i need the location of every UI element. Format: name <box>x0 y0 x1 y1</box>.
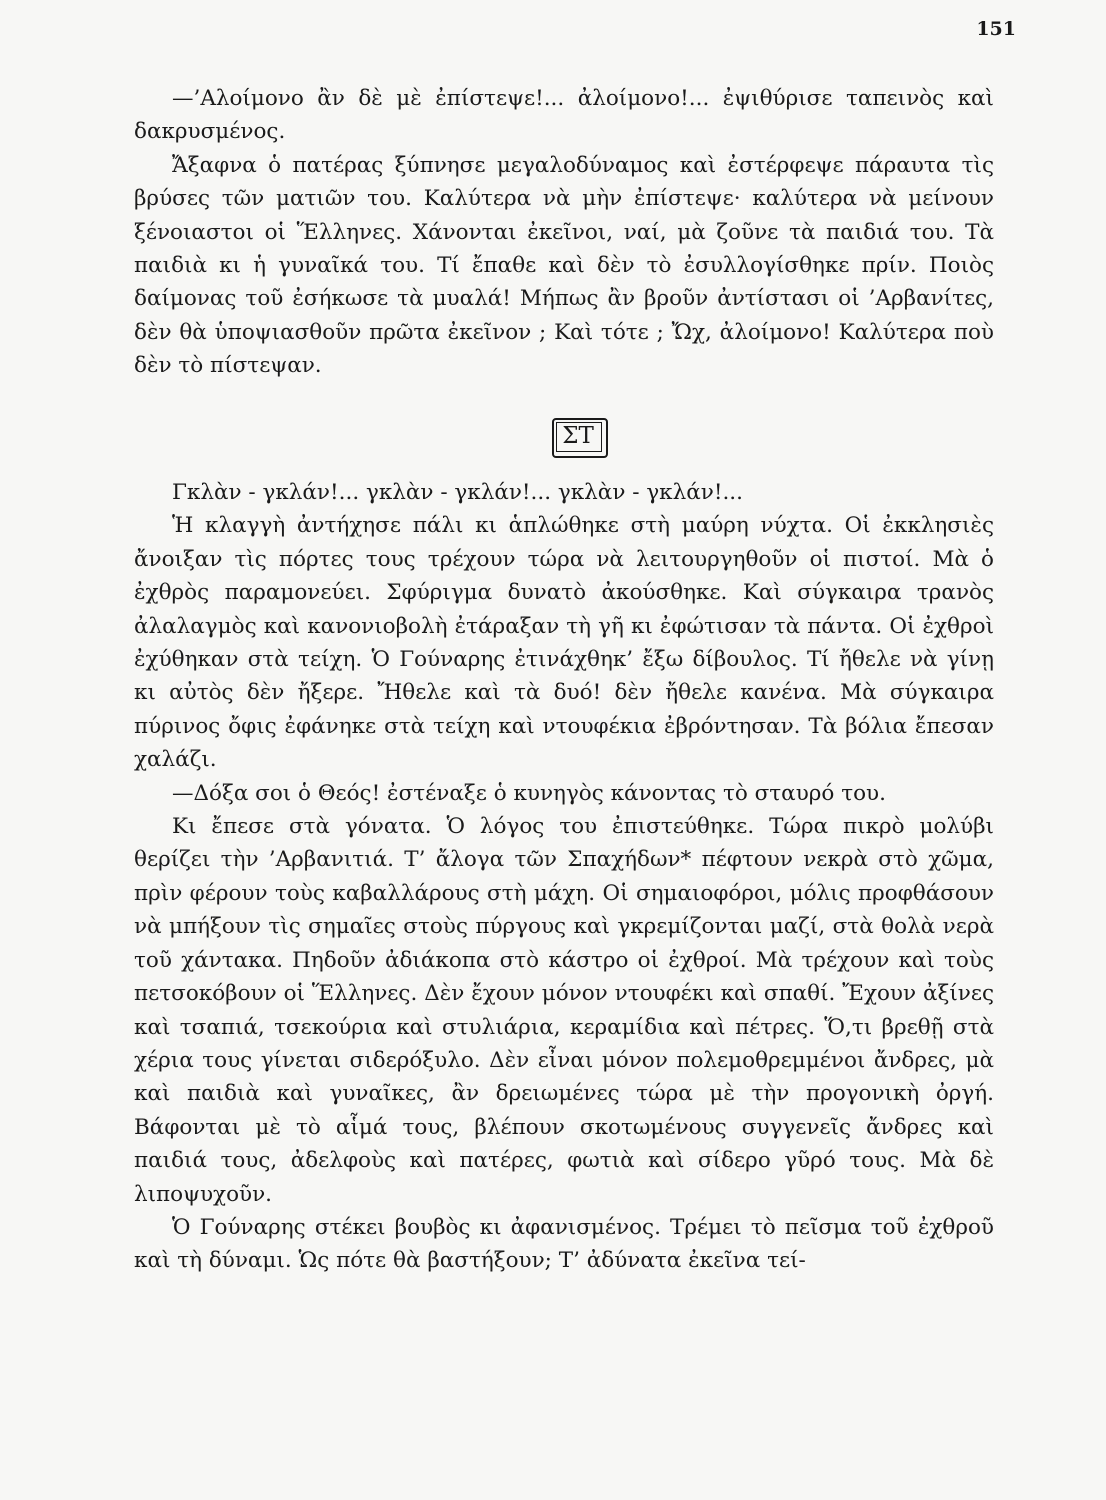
page-number: 151 <box>976 18 1016 40</box>
text-block-part-two <box>134 476 994 1278</box>
text-block-part-one <box>134 82 994 383</box>
paragraph: Γκλὰν - γκλάν!... γκλὰν - γκλάν!... γκλὰν - γκλάν!... <box>172 480 743 505</box>
section-heading-mark <box>548 414 610 458</box>
paragraph: —Δόξα σοι ὁ Θεός! ἐστέναξε ὁ κυνηγὸς κάνοντας τὸ σταυρό του. <box>172 780 886 806</box>
paragraph: Ἄξαφνα ὁ πατέρας ξύπνησε μεγαλοδύναμος καὶ ἐστέρφεψε πάραυτα τὶς βρύσες τῶν ματιῶν του. Καλύτερα νὰ μὴν ἐπίστεψε· καλύτερα νὰ μείνουν ξένοιαστοι οἱ Ἕλληνες. Χάνονται ἐκεῖνοι, ναί, μὰ ζοῦνε τὰ παιδιά του. Τὰ παιδιὰ κι ἡ γυναῖκά του. Τί ἔπαθε καὶ δὲν τὸ ἐσυλλογίσθηκε πρίν. Ποιὸς δαίμονας τοῦ ἐσήκωσε τὰ μυαλά! Μήπως ἂν βροῦν ἀντίστασι οἱ ’Αρβανίτες, δὲν θὰ ὑποψιασθοῦν πρῶτα ἐκεῖνον ; Καὶ τότε ; Ὤχ, ἀλοίμονο! Καλύτερα ποὺ δὲν τὸ πίστεψαν. <box>134 152 994 379</box>
paragraph: —’Αλοίμονο ἂν δὲ μὲ ἐπίστεψε!... ἀλοίμονο!... ἐψιθύρισε ταπεινὸς καὶ δακρυσμένος. <box>134 86 994 145</box>
section-number: ΣΤ <box>562 423 594 449</box>
paragraph: Ἡ κλαγγὴ ἀντήχησε πάλι κι ἁπλώθηκε στὴ μαύρη νύχτα. Οἱ ἐκκλησιὲς ἄνοιξαν τὶς πόρτες τους τρέχουν τώρα νὰ λειτουργηθοῦν οἱ πιστοί. Μὰ ὁ ἐχθρὸς παραμονεύει. Σφύριγμα δυνατὸ ἀκούσθηκε. Καὶ σύγκαιρα τρανὸς ἀλαλαγμὸς καὶ κανονιοβολὴ ἐτάραξαν τὴ γῆ κι ἐφώτισαν τὰ πάντα. Οἱ ἐχθροὶ ἐχύθηκαν στὰ τείχη. Ὁ Γούναρης ἐτινάχθηκ’ ἔξω δίβουλος. Τί ἤθελε νὰ γίνῃ κι αὐτὸς δὲν ἤξερε. Ἤθελε καὶ τὰ δυό! δὲν ἤθελε κανένα. Μὰ σύγκαιρα πύρινος ὄφις ἐφάνηκε στὰ τείχη καὶ ντουφέκια ἐβρόντησαν. Τὰ βόλια ἔπεσαν χαλάζι. <box>134 513 994 773</box>
paragraph: Κι ἔπεσε στὰ γόνατα. Ὁ λόγος του ἐπιστεύθηκε. Τώρα πικρὸ μολύβι θερίζει τὴν ’Αρβανιτιά. Τ’ ἄλογα τῶν Σπαχήδων* πέφτουν νεκρὰ στὸ χῶμα, πρὶν φέρουν τοὺς καβαλλάρους στὴ μάχη. Οἱ σημαιοφόροι, μόλις προφθάσουν νὰ μπήξουν τὶς σημαῖες στοὺς πύργους καὶ γκρεμίζονται μαζί, στὰ θολὰ νερὰ τοῦ χάντακα. Πηδοῦν ἀδιάκοπα στὸ κάστρο οἱ ἐχθροί. Μὰ τρέχουν καὶ τοὺς πετσοκόβουν οἱ Ἕλληνες. Δὲν ἔχουν μόνον ντουφέκι καὶ σπαθί. Ἔχουν ἀξίνες καὶ τσαπιά, τσεκούρια καὶ στυλιάρια, κεραμίδια καὶ πέτρες. Ὅ,τι βρεθῇ στὰ χέρια τους γίνεται σιδερόξυλο. Δὲν εἶναι μόνον πολεμοθρεμμένοι ἄνδρες, μὰ καὶ παιδιὰ καὶ γυναῖκες, ἂν δρειωμένες τώρα μὲ τὴν προγονικὴ ὀργή. Βάφονται μὲ τὸ αἷμά τους, βλέπουν σκοτωμένους συγγενεῖς ἄνδρες καὶ παιδιά τους, ἀδελφοὺς καὶ πατέρες, φωτιὰ καὶ σίδερο γῦρό τους. Μὰ δὲ λιποψυχοῦν. <box>134 814 994 1207</box>
paragraph: Ὁ Γούναρης στέκει βουβὸς κι ἀφανισμένος. Τρέμει τὸ πεῖσμα τοῦ ἐχθροῦ καὶ τὴ δύναμι. Ὡς πότε θὰ βαστήξουν; Τ’ ἀδύνατα ἐκεῖνα τεί- <box>134 1214 994 1274</box>
